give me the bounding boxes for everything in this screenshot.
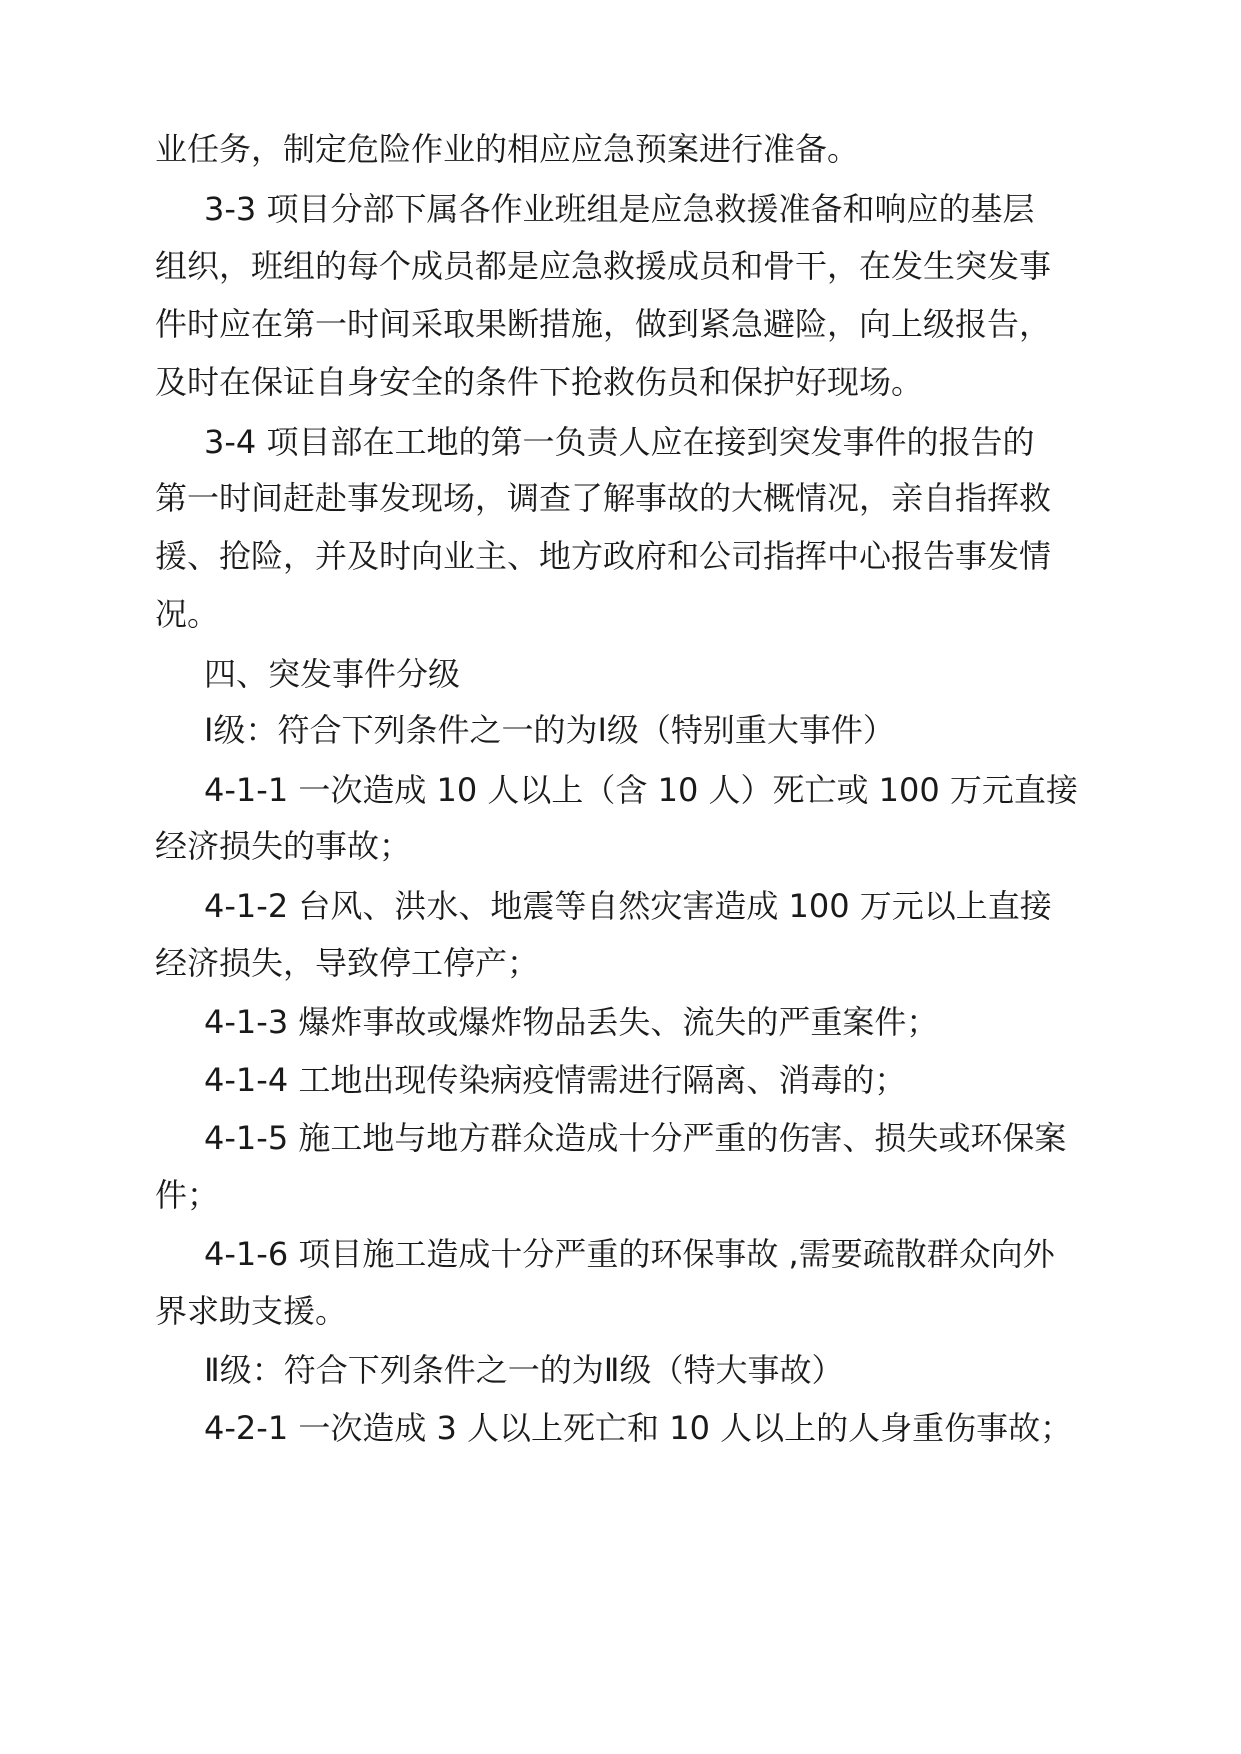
text-line: 4-1-6 项目施工造成十分严重的环保事故 ,需要疏散群众向外 (204, 1235, 1055, 1273)
text-line: 业任务，制定危险作业的相应应急预案进行准备。 (155, 130, 860, 168)
level-heading: Ⅰ级：符合下列条件之一的为Ⅰ级（特别重大事件） (204, 711, 895, 749)
text-line: 3-4 项目部在工地的第一负责人应在接到突发事件的报告的 (204, 423, 1035, 461)
text-line: 4-1-1 一次造成 10 人以上（含 10 人）死亡或 100 万元直接 (204, 771, 1078, 809)
text-line: 4-1-2 台风、洪水、地震等自然灾害造成 100 万元以上直接 (204, 887, 1052, 925)
text-line: 件时应在第一时间采取果断措施，做到紧急避险，向上级报告， (155, 305, 1052, 343)
level-heading: Ⅱ级：符合下列条件之一的为Ⅱ级（特大事故） (204, 1351, 844, 1389)
text-line: 4-1-3 爆炸事故或爆炸物品丢失、流失的严重案件； (204, 1003, 939, 1041)
section-heading: 四、突发事件分级 (204, 655, 461, 693)
text-line: 况。 (155, 595, 220, 633)
text-line: 经济损失的事故； (155, 827, 412, 865)
text-line: 组织，班组的每个成员都是应急救援成员和骨干，在发生突发事 (155, 247, 1052, 285)
text-line: 4-1-5 施工地与地方群众造成十分严重的伤害、损失或环保案 (204, 1119, 1067, 1157)
text-line: 4-1-4 工地出现传染病疫情需进行隔离、消毒的； (204, 1061, 907, 1099)
text-line: 援、抢险，并及时向业主、地方政府和公司指挥中心报告事发情 (155, 537, 1052, 575)
text-line: 3-3 项目分部下属各作业班组是应急救援准备和响应的基层 (204, 190, 1035, 228)
text-line: 4-2-1 一次造成 3 人以上死亡和 10 人以上的人身重伤事故； (204, 1409, 1073, 1447)
text-line: 及时在保证自身安全的条件下抢救伤员和保护好现场。 (155, 363, 924, 401)
text-line: 界求助支援。 (155, 1292, 348, 1330)
text-line: 经济损失，导致停工停产； (155, 944, 540, 982)
text-line: 件； (155, 1176, 220, 1214)
text-line: 第一时间赶赴事发现场，调查了解事故的大概情况，亲自指挥救 (155, 479, 1052, 517)
